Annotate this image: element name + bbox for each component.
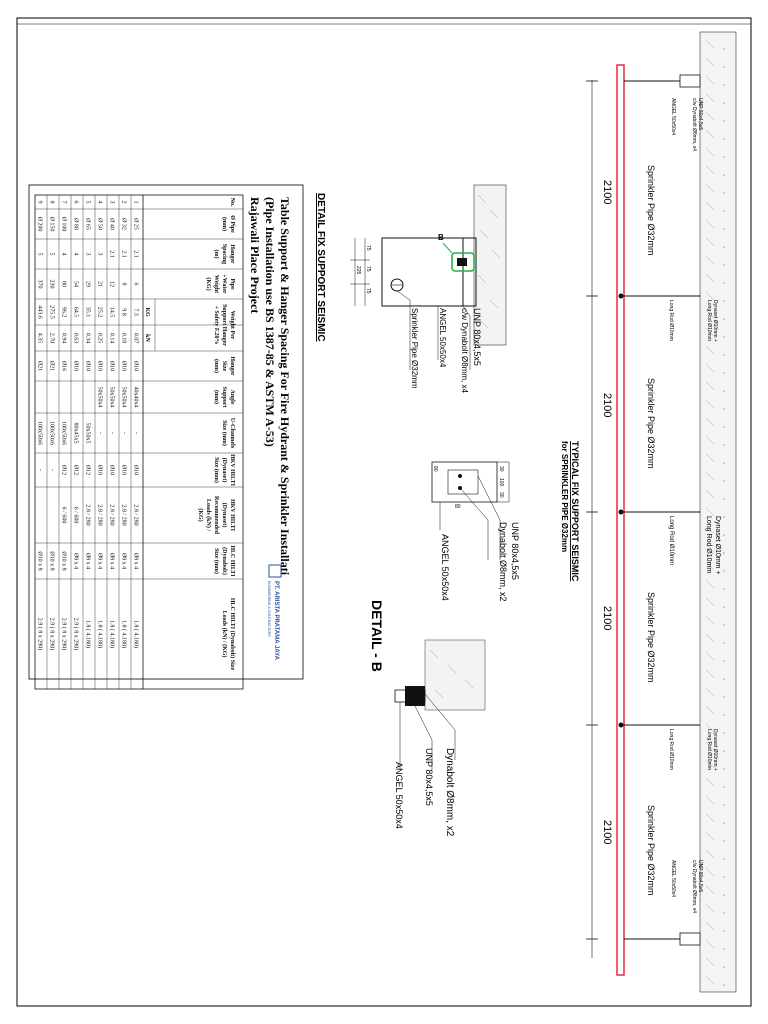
span-label-2: 2100: [601, 393, 613, 418]
hanger-1-rod: Long Rod Ø10mm: [668, 300, 674, 341]
end-top-dyna: c/w Dynabolt Ø8mm, x4: [691, 98, 697, 152]
table-header-cell: Hanger: [229, 244, 235, 264]
angle-frame: [382, 238, 476, 306]
table-header-cell: (Dynaset): [221, 502, 227, 528]
table-cell: 0.94: [60, 332, 67, 344]
slab-hatch-dot: [723, 642, 725, 644]
table-cell: 64.5: [72, 306, 79, 318]
detail-fix-drawing: [350, 185, 506, 393]
table-cell: Ø10: [120, 464, 127, 476]
table-cell: 0.14: [108, 332, 115, 344]
detail-b-title: DETAIL - B: [369, 600, 385, 672]
detail-b-dim-30a: 30: [498, 466, 504, 472]
table-cell: Ø10: [96, 464, 103, 476]
table-cell: Ø12: [84, 464, 91, 476]
detail-b-dim-80a: 80: [432, 466, 438, 472]
table-header-cell: + Safety F.20%: [213, 305, 219, 345]
detail-b-angel-label: ANGEL 50x50x4: [440, 534, 450, 601]
table-cell: 96.2: [60, 306, 67, 318]
slab-hatch-dot: [723, 498, 725, 500]
detail-b-unp-label: UNP 80x4,5x5: [510, 522, 520, 580]
table-header-cell: HLC HILTI (Dynabolt) Size: [229, 597, 235, 671]
typical-pipe-run: [586, 32, 736, 992]
slab-hatch-dot: [723, 444, 725, 446]
table-header-cell: (KG): [205, 277, 211, 291]
table-cell: 5: [48, 252, 55, 256]
table-cell: 100x50x6: [60, 421, 67, 445]
leader-pipe: [397, 291, 410, 370]
table-header-cell: (mm): [221, 217, 227, 231]
slab-hatch-dot: [723, 48, 725, 50]
table-cell: 80x45x5: [72, 422, 79, 444]
marker-b-label: B: [438, 233, 444, 242]
table-cell: Ø 150: [48, 216, 55, 232]
table-cell: 35.1: [84, 306, 91, 318]
table-cell: 6 / 600: [60, 506, 67, 524]
unp-block: [457, 258, 467, 266]
slab-hatch-dot: [723, 426, 725, 428]
detail-b-plate: [432, 462, 497, 502]
table-title-line-3: Rajawali Place Project: [248, 197, 262, 314]
span-label-3: 2100: [601, 606, 613, 631]
table-cell: 230: [48, 279, 55, 289]
slab-hatch-dot: [723, 840, 725, 842]
slab-hatch-dot: [723, 552, 725, 554]
table-cell: 3: [108, 200, 115, 204]
table-cell: Ø 50: [96, 218, 103, 230]
span-label-4: 2100: [601, 820, 613, 845]
slab-hatch-dot: [723, 894, 725, 896]
table-header-cell: Size (mm): [221, 420, 227, 446]
table-cell: Ø 200: [36, 216, 43, 232]
table-cell: 50x50x4: [96, 386, 103, 408]
table-cell: 2.9 ( 8 x 290): [36, 617, 43, 651]
pipe-label-2: Sprinkler Pipe Ø32mm: [646, 378, 656, 469]
table-cell: 50x50x4: [120, 386, 127, 408]
table-cell: Ø10 x 8: [36, 551, 43, 571]
table-cell: 6: [132, 282, 139, 286]
table-cell: 9: [36, 200, 43, 204]
table-cell: -: [108, 432, 115, 434]
typical-title-block: [560, 441, 580, 582]
table-cell: 2.9 ( 8 x 290): [60, 617, 67, 651]
table-cell: 3: [84, 252, 91, 256]
table-cell: 6: [72, 200, 79, 204]
table-header-cell: U-Channels: [229, 417, 235, 449]
table-cell: 2.8 / 280: [84, 504, 91, 526]
table-cell: 7.3: [132, 308, 139, 316]
table-cell: 21: [96, 281, 103, 287]
table-cell: -: [48, 469, 55, 471]
table-cell: 12: [108, 281, 115, 287]
table-cell: Ø10: [132, 464, 139, 476]
typical-title: TYPICAL FIX SUPPORT SEISMIC: [570, 441, 580, 582]
table-cell: 9.8: [120, 308, 127, 316]
table-cell: Ø10: [120, 360, 127, 372]
table-cell: -: [120, 432, 127, 434]
table-cell: Ø 80: [72, 218, 79, 230]
slab-hatch-dot: [723, 660, 725, 662]
table-cell: 4: [96, 200, 103, 204]
table-cell: Ø10: [84, 360, 91, 372]
slab-hatch-dot: [723, 462, 725, 464]
slab-hatch-dot: [723, 948, 725, 950]
hanger-1-rod-label: Long Rod Ø10mm: [706, 300, 712, 341]
table-cell: 2.8 / 280: [120, 504, 127, 526]
hanger-3-rod: Long Rod Ø10mm: [668, 729, 674, 770]
detail-fix-angel-label: ANGEL 50x50x4: [438, 308, 447, 368]
slab-hatch-dot: [723, 696, 725, 698]
table-cell: Ø8 x 4: [120, 552, 127, 570]
slab-hatch-dot: [723, 624, 725, 626]
detail-b-dim-30b: 30: [498, 492, 504, 498]
table-header-cell: Size (mm): [213, 457, 219, 483]
table-header-cell: Recommended: [213, 496, 219, 534]
table-cell: 2.1: [132, 250, 139, 258]
dim-75-a: 75: [365, 245, 371, 251]
table-cell: 14.5: [108, 306, 115, 318]
hanger-1-dynaset: Dynaset Ø10mm +: [712, 300, 718, 342]
table-cell: 0.34: [84, 332, 91, 344]
table-cell: 1.8 ( 4.180): [120, 620, 127, 648]
table-cell: 443.6: [36, 305, 43, 319]
marker-b-leader: [443, 243, 452, 253]
detail-b-dim-100: 100: [498, 478, 504, 487]
table-cell: 2.1: [108, 250, 115, 258]
slab-hatch-dot: [723, 570, 725, 572]
slab-hatch-dot: [723, 66, 725, 68]
end-bottom-unp: UNP 80x4,5x5: [697, 860, 703, 893]
table-cell: Ø16: [60, 360, 67, 372]
dim-225: 225: [355, 266, 361, 275]
slab-hatch-dot: [723, 84, 725, 86]
detail-b-leader-2: [460, 488, 488, 560]
table-cell: Ø8 x 4: [108, 552, 115, 570]
table-cell: 5: [84, 200, 91, 204]
table-header-cell: HKV HILTI: [229, 499, 235, 531]
slab-hatch-dot: [723, 156, 725, 158]
table-cell: 275.5: [48, 305, 55, 319]
slab-hatch-dot: [723, 786, 725, 788]
table-header-cell: Hanger: [229, 356, 235, 376]
detail-c-unp-label: UNP 80x4,5x5: [424, 748, 434, 806]
sprinkler-pipe-red: [617, 65, 624, 975]
slab-hatch-dot: [723, 966, 725, 968]
hanger-2-dynaset: Dynaset Ø10mm +: [714, 516, 721, 575]
table-cell: 25.2: [96, 306, 103, 318]
slab-hatch-dot: [723, 174, 725, 176]
table-cell: 3: [96, 252, 103, 256]
table-cell: 100x50x6: [36, 421, 43, 445]
end-bottom-angel: ANGEL 50x50x4: [670, 860, 676, 898]
slab-hatch-dot: [723, 930, 725, 932]
slab-hatch-dot: [723, 678, 725, 680]
table-cell: 8: [48, 200, 55, 204]
slab-hatch-dot: [723, 858, 725, 860]
detail-c-angel-label: ANGEL 50x50x4: [394, 762, 404, 829]
table-cell: Ø10 x 8: [48, 551, 55, 571]
dim-75-c: 75: [365, 288, 371, 294]
slab-hatch-dot: [723, 516, 725, 518]
detail-c-unp: [405, 686, 425, 706]
detail-fix-unp-label: UNP 80x4,5x5: [472, 308, 482, 366]
slab-hatch-dot: [723, 606, 725, 608]
table-cell: 0.10: [120, 332, 127, 344]
slab-hatch-dot: [723, 480, 725, 482]
ceiling-slab: [700, 32, 736, 992]
table-cell: 7: [60, 200, 67, 204]
hanger-3-rod-label: Long Rod Ø10mm: [706, 729, 712, 770]
slab-hatch-dot: [723, 804, 725, 806]
table-cell: -: [96, 432, 103, 434]
table-cell: Ø10: [108, 360, 115, 372]
hanger-3-dynaset: Dynaset Ø10mm +: [712, 729, 718, 771]
slab-hatch-dot: [723, 120, 725, 122]
pipe-label-1: Sprinkler Pipe Ø32mm: [646, 165, 656, 256]
detail-fix-title: DETAIL FIX SUPPORT SEISMIC: [315, 193, 326, 342]
slab-hatch-dot: [723, 822, 725, 824]
company-subtitle: ENGINEERING & CONTRACTORS: [267, 581, 271, 637]
slab-hatch-dot: [723, 228, 725, 230]
table-header-cell: (mm): [213, 359, 219, 373]
table-cell: Ø21: [48, 360, 55, 372]
table-cell: 100x50x6: [48, 421, 55, 445]
table-subheader-cell: kN: [144, 334, 150, 342]
typical-subtitle: for SPRINKLER PIPE Ø32mm: [560, 441, 569, 553]
table-header-cell: (KG): [197, 508, 203, 522]
table-cell: 4: [72, 252, 79, 256]
table-cell: 0.25: [96, 332, 103, 344]
table-cell: -: [132, 432, 139, 434]
table-cell: Ø 65: [84, 218, 91, 230]
slab-hatch-dot: [723, 300, 725, 302]
slab-hatch-dot: [723, 984, 725, 986]
table-header-cell: (Dynaset): [221, 457, 227, 483]
table-header-cell: (Dynabolt): [221, 547, 227, 575]
detail-b-dim-80b: 80: [455, 504, 461, 510]
slab-hatch-dot: [723, 372, 725, 374]
slab-hatch-dot: [723, 732, 725, 734]
table-cell: 0.07: [132, 332, 139, 344]
bolt-circle-1: [458, 474, 462, 478]
company-name: PT. ARISTA PRATAMA JAYA: [273, 581, 279, 660]
detail-fix-pipe-label: Sprinkler Pipe Ø32mm: [410, 308, 419, 389]
table-cell: 2.70: [48, 332, 55, 344]
table-cell: Ø10 x 8: [60, 551, 67, 571]
table-cell: Ø10: [108, 464, 115, 476]
slab-hatch-dot: [723, 264, 725, 266]
table-cell: Ø8 x 4: [84, 552, 91, 570]
table-cell: Ø12: [60, 464, 67, 476]
slab-hatch-dot: [723, 210, 725, 212]
table-cell: 2.8 / 280: [96, 504, 103, 526]
table-header-cell: No.: [229, 197, 235, 207]
table-header-cell: Pipe: [229, 278, 235, 290]
end-support-bottom: [680, 933, 700, 945]
table-header-cell: (mm): [213, 390, 219, 404]
table-header-cell: Size: [221, 360, 227, 372]
table-cell: 2.1: [120, 250, 127, 258]
table-header-cell: +Water: [221, 274, 227, 294]
slab-hatch-dot: [723, 588, 725, 590]
slab-hatch-dot: [723, 336, 725, 338]
slab-hatch-dot: [723, 102, 725, 104]
table-cell: 50x50x4: [108, 386, 115, 408]
table-cell: 50x50x5: [84, 422, 91, 444]
table-cell: 5: [36, 252, 43, 256]
table-cell: Ø 40: [108, 218, 115, 230]
dim-75-b: 75: [365, 266, 371, 272]
table-cell: Ø10: [96, 360, 103, 372]
table-cell: 2.8 / 280: [132, 504, 139, 526]
table-cell: 1: [132, 200, 139, 204]
slab-hatch-dot: [723, 876, 725, 878]
table-header-cell: Support: [221, 386, 227, 408]
slab-hatch-dot: [723, 534, 725, 536]
table-grid: [35, 195, 243, 689]
table-cell: 1.8 ( 4.180): [84, 620, 91, 648]
table-title-line-1: Table Support & Hanger Spacing For Fire Hydrant & Sprinkler Installati: [278, 197, 292, 576]
table-title-line-2: (Pipe Installation use BS 1387-85 & ASTM A-53): [263, 197, 277, 447]
table-cell: Ø8 x 4: [72, 552, 79, 570]
slab-hatch-dot: [723, 138, 725, 140]
detail-b-dyna-label: Dynabolt Ø8mm, x2: [498, 522, 508, 602]
table-cell: 8: [120, 282, 127, 286]
table-header-cell: HLC HILTI: [229, 545, 235, 577]
end-support-top: [680, 75, 700, 87]
table-cell: 2: [120, 200, 127, 204]
table-header-cell: Loads (kN) /: [205, 498, 211, 532]
table-cell: 4.35: [36, 332, 43, 344]
table-cell: 0.63: [72, 332, 79, 344]
table-header-cell: Weight: [213, 274, 219, 294]
detail-b-bolt-box: [448, 470, 478, 494]
table-cell: Ø8 x 4: [132, 552, 139, 570]
table-cell: 80: [60, 281, 67, 287]
slab-hatch-dot: [723, 354, 725, 356]
end-bottom-dyna: c/w Dynabolt Ø8mm, x4: [691, 860, 697, 914]
support-spacing-table: [29, 185, 303, 689]
detail-c-dyna-label: Dynabolt Ø8mm, x2: [444, 748, 455, 837]
table-header-cell: Support Hanger: [221, 304, 227, 346]
slab-hatch-dot: [723, 408, 725, 410]
slab-hatch-dot: [723, 192, 725, 194]
end-top-angel: ANGEL 50x50x4: [670, 98, 676, 136]
slab-hatch-dot: [723, 714, 725, 716]
table-cell: Ø12: [72, 464, 79, 476]
end-top-unp: UNP 80x4,5x5: [697, 98, 703, 131]
table-cell: 2.9 ( 8 x 290): [72, 617, 79, 651]
table-subheader-cell: KG: [144, 307, 150, 317]
table-header-cell: Loads (kN) / (KG): [221, 610, 227, 658]
table-cell: Ø 25: [132, 218, 139, 230]
detail-c-drawing: [394, 640, 485, 837]
slab-hatch-dot: [723, 318, 725, 320]
slab-hatch-dot: [723, 912, 725, 914]
span-label-1: 2100: [601, 180, 613, 205]
table-cell: 1.8 ( 4.180): [132, 620, 139, 648]
table-cell: 370: [36, 279, 43, 289]
table-header-cell: Angle: [229, 389, 235, 405]
table-cell: Ø10: [132, 360, 139, 372]
table-cell: 1.8 ( 4.180): [108, 620, 115, 648]
slab-hatch-dot: [723, 768, 725, 770]
pipe-label-4: Sprinkler Pipe Ø32mm: [646, 805, 656, 896]
table-header-cell: Weight Per: [229, 310, 235, 340]
table-header-cell: HKV HILTI: [229, 454, 235, 486]
detail-fix-dyna-label: c/w Dynabolt Ø8mm, x4: [460, 308, 469, 393]
table-cell: Ø 32: [120, 218, 127, 230]
table-cell: 4: [60, 252, 67, 256]
table-header-cell: Spacing: [221, 243, 227, 265]
hanger-2: [619, 510, 722, 575]
slab-hatch-dot: [723, 282, 725, 284]
table-cell: -: [36, 469, 43, 471]
table-cell: 1.8 ( 4.180): [96, 620, 103, 648]
hanger-2-rod-label: Long Rod Ø10mm: [705, 516, 712, 574]
slab-hatch-dot: [723, 750, 725, 752]
table-cell: 40x40x4: [132, 386, 139, 408]
table-cell: Ø10: [72, 360, 79, 372]
table-cell: 2.9 ( 8 x 290): [48, 617, 55, 651]
detail-c-slab: [425, 640, 485, 710]
table-header-cell: Size (mm): [213, 548, 219, 574]
table-cell: 29: [84, 281, 91, 287]
table-header-cell: Ø Pipe: [229, 215, 235, 233]
table-cell: Ø 100: [60, 216, 67, 232]
table-cell: 54: [72, 281, 79, 287]
table-cell: Ø8 x 4: [96, 552, 103, 570]
slab-hatch-dot: [723, 246, 725, 248]
table-header-cell: (m): [213, 249, 219, 259]
table-cell: Ø21: [36, 360, 43, 372]
table-cell: 2.8 / 280: [108, 504, 115, 526]
pipe-label-3: Sprinkler Pipe Ø32mm: [646, 592, 656, 683]
table-cell: 6 / 600: [72, 506, 79, 524]
slab-hatch-dot: [723, 390, 725, 392]
hanger-2-rod: Long Rod Ø10mm: [668, 516, 674, 566]
